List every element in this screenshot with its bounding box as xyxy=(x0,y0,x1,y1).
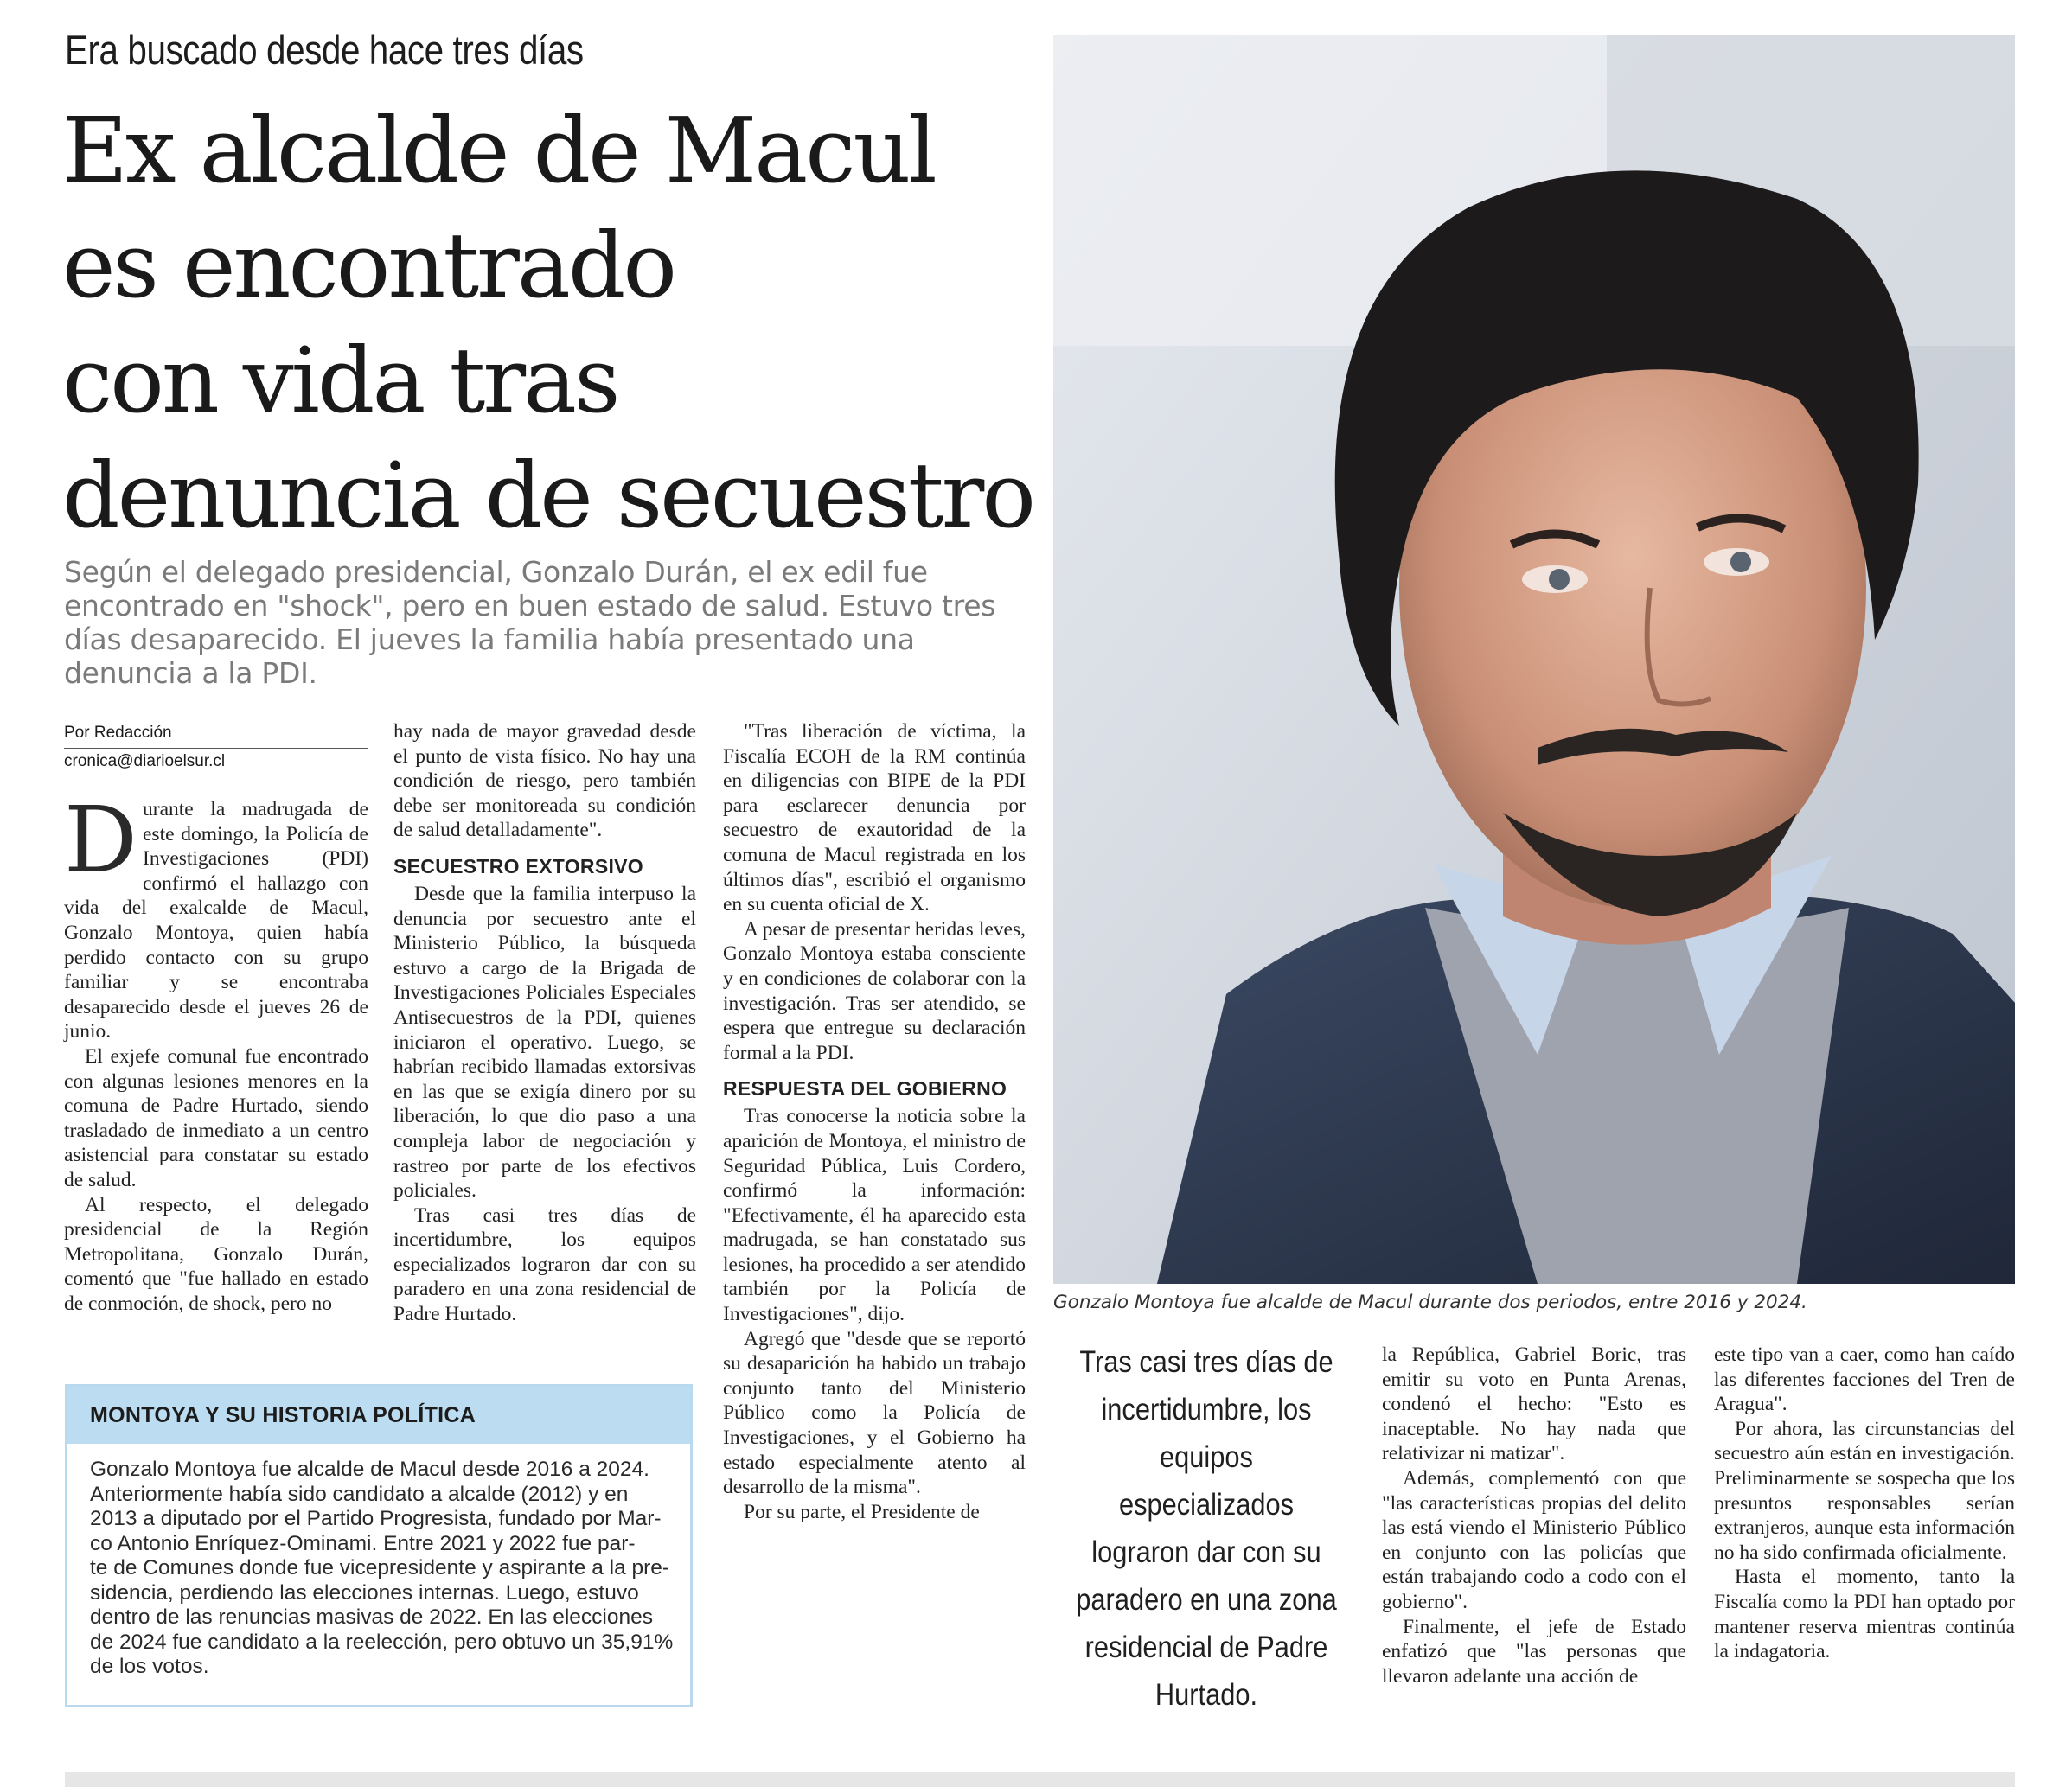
article-column-3 xyxy=(723,719,1026,1524)
sidebar-line: dentro de las renuncias masivas de 2022. En las elecciones xyxy=(90,1605,653,1629)
paragraph: Al respecto, el delegado presidencial de la Región Metropolitana, Gonzalo Durán, comentó que "fue hallado en estado de conmoción, de shock, pero no xyxy=(64,1193,368,1315)
deck-line: días desaparecido. El jueves la familia había presentado una xyxy=(64,622,915,656)
portrait-photo xyxy=(1053,35,2015,1284)
deck-line: encontrado en "shock", pero en buen estado de salud. Estuvo tres xyxy=(64,589,996,622)
paragraph: Finalmente, el jefe de Estado enfatizó que "las personas que llevaron adelante una acción de xyxy=(1382,1615,1686,1688)
deck-line: denuncia a la PDI. xyxy=(64,656,317,690)
paragraph: este tipo van a caer, como han caído las diferentes facciones del Tren de Aragua". xyxy=(1714,1343,2015,1416)
section-heading: RESPUESTA DEL GOBIERNO xyxy=(723,1077,1007,1101)
deck xyxy=(64,555,996,690)
sidebar-line: Anteriormente había sido candidato a alcalde (2012) y en xyxy=(90,1482,629,1506)
deck-line: Según el delegado presidencial, Gonzalo Durán, el ex edil fue xyxy=(64,555,928,589)
sidebar-line: co Antonio Enríquez-Ominami. Entre 2021 y 2022 fue par- xyxy=(90,1531,636,1555)
portrait-illustration xyxy=(1053,35,2015,1284)
paragraph: El exjefe comunal fue encontrado con algunas lesiones menores en la comuna de Padre Hurtado, siendo trasladado de inmediato a un centro asistencial para constatar su estado de salud. xyxy=(64,1044,368,1191)
paragraph: Además, complementó con que "las características propias del delito las está viendo el Ministerio Público en conjunto con las policías que están trabajando codo a codo con el gobierno". xyxy=(1382,1466,1686,1613)
paragraph: hay nada de mayor gravedad desde el punto de vista físico. No hay una condición de riesgo, pero también debe ser monitoreada su condición de salud detalladamente". xyxy=(393,720,696,842)
paragraph: A pesar de presentar heridas leves, Gonzalo Montoya estaba consciente y en condiciones de colaborar con la investigación. Tras ser atendido, se espera que entregue su declaración formal a la PDI. xyxy=(723,917,1026,1064)
headline-line: con vida tras xyxy=(62,328,618,433)
article-column-1 xyxy=(64,787,368,1316)
article-column-2 xyxy=(393,719,696,1327)
headline xyxy=(62,93,1065,553)
sidebar-box xyxy=(65,1384,693,1707)
paragraph: Por ahora, las circunstancias del secuestro aún están en investigación. Preliminarmente se sospecha que los presuntos responsables serían extranjeros, aunque esta información no ha sido confirmada oficialmente. xyxy=(1714,1417,2015,1564)
byline-email[interactable]: cronica@diarioelsur.cl xyxy=(64,752,226,770)
sidebar-line: Gonzalo Montoya fue alcalde de Macul desde 2016 a 2024. xyxy=(90,1458,649,1481)
dropcap: D xyxy=(64,787,137,893)
kicker: Era buscado desde hace tres días xyxy=(65,27,584,73)
sidebar-line: 2013 a diputado por el Partido Progresista, fundado por Mar- xyxy=(90,1507,662,1530)
pull-quote: Tras casi tres días de incertidumbre, los equipos especializados lograron dar con su paradero en una zona residencial de Padre Hurtado. xyxy=(1076,1345,1337,1712)
paragraph: Agregó que "desde que se reportó su desaparición ha habido un trabajo conjunto tanto del Ministerio Público como la Policía de Investigaciones, y el Gobierno ha estado especialmente atento al desarrollo de la misma". xyxy=(723,1327,1026,1499)
sidebar-line: sidencia, perdiendo las elecciones internas. Luego, estuvo xyxy=(90,1580,639,1605)
paragraph: "Tras liberación de víctima, la Fiscalía ECOH de la RM continúa en diligencias con BIPE de la PDI para esclarecer denuncia por secuestro de exautoridad de la comuna de Macul registrada en los últimos días", escribió el organismo en su cuenta oficial de X. xyxy=(723,720,1026,916)
headline-line: es encontrado xyxy=(62,213,675,318)
paragraph: la República, Gabriel Boric, tras emitir su voto en Punta Arenas, condenó el hecho: "Esto es inaceptable. No hay nada que relativizar ni matizar". xyxy=(1382,1343,1686,1465)
article-column-4 xyxy=(1382,1343,1686,1688)
paragraph: Durante la madrugada de este domingo, la Policía de Investigaciones (PDI) confirmó el hallazgo con vida del exalcalde de Macul, Gonzalo Montoya, quien había perdido contacto con su grupo familiar y se encontraba desaparecido desde el jueves 26 de junio. xyxy=(64,787,368,1043)
sidebar-line: de los votos. xyxy=(90,1655,209,1678)
sidebar-line: de 2024 fue candidato a la reelección, pero obtuvo un 35,91% xyxy=(90,1630,674,1654)
footer-bar xyxy=(65,1772,2015,1787)
sidebar-title: MONTOYA Y SU HISTORIA POLÍTICA xyxy=(67,1387,690,1444)
section-heading: SECUESTRO EXTORSIVO xyxy=(393,854,643,878)
paragraph: Tras casi tres días de incertidumbre, los equipos especializados lograron dar con su paradero en una zona residencial de Padre Hurtado. xyxy=(393,1203,696,1326)
photo-caption: Gonzalo Montoya fue alcalde de Macul durante dos periodos, entre 2016 y 2024. xyxy=(1053,1292,1807,1313)
paragraph: Tras conocerse la noticia sobre la aparición de Montoya, el ministro de Seguridad Pública, Luis Cordero, confirmó la información: "Efectivamente, él ha aparecido esta madrugada, se han constatado sus lesiones, ha procedido a ser atendido también por la Policía de Investigaciones", dijo. xyxy=(723,1105,1026,1326)
paragraph: Desde que la familia interpuso la denuncia por secuestro ante el Ministerio Público, la búsqueda estuvo a cargo de la Brigada de Investigaciones Policiales Especiales Antisecuestros de la PDI, quienes iniciaron el operativo. Luego, se habrían recibido llamadas extorsivas en las que se exigía dinero por su liberación, lo que dio paso a una compleja labor de negociación y rastreo por parte de los efectivos policiales. xyxy=(393,882,696,1203)
byline-author: Por Redacción xyxy=(64,724,368,749)
sidebar-line: te de Comunes donde fue vicepresidente y aspirante a la pre- xyxy=(90,1556,670,1580)
paragraph: Por su parte, el Presidente de xyxy=(744,1500,980,1523)
article-column-5 xyxy=(1714,1343,2015,1664)
sidebar-body xyxy=(67,1451,690,1680)
paragraph: Hasta el momento, tanto la Fiscalía como la PDI han optado por mantener reserva mientras continúa la indagatoria. xyxy=(1714,1566,2015,1663)
headline-line: Ex alcalde de Macul xyxy=(62,98,935,203)
headline-line: denuncia de secuestro xyxy=(62,443,1033,548)
